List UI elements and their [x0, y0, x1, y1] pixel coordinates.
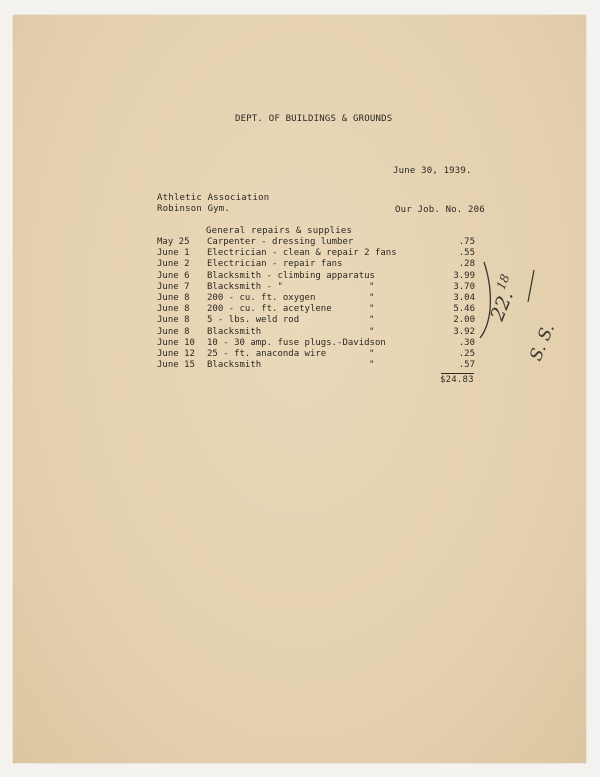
item-amount: 2.00: [453, 315, 475, 326]
client-name: Athletic Association: [157, 193, 270, 203]
item-date: June 7: [157, 281, 190, 292]
item-ditto-mark: ": [369, 360, 375, 371]
item-ditto-mark: ": [369, 281, 375, 292]
item-date: June 10: [157, 337, 195, 348]
document-title: DEPT. OF BUILDINGS & GROUNDS: [235, 114, 393, 124]
item-description: Blacksmith: [207, 360, 262, 371]
item-date: June 6: [157, 270, 190, 281]
item-date: June 2: [157, 259, 190, 270]
item-description: 200 - cu. ft. oxygen: [207, 292, 316, 303]
item-date: June 1: [157, 248, 190, 259]
item-amount: 3.92: [453, 326, 475, 337]
item-amount: 5.46: [453, 304, 475, 315]
item-description: 25 - ft. anaconda wire: [207, 348, 327, 359]
underline-mark: [528, 270, 534, 302]
item-date: June 8: [157, 315, 190, 326]
item-ditto-mark: ": [369, 304, 375, 315]
item-description: 10 - 30 amp. fuse plugs.-Davidson: [207, 337, 386, 348]
handwritten-initials: S. S.: [526, 320, 559, 364]
line-item: [157, 237, 487, 248]
document-date: June 30, 1939.: [393, 166, 472, 176]
item-description: Blacksmith: [207, 326, 262, 337]
item-amount: .28: [458, 259, 475, 270]
item-description: 5 - lbs. weld rod: [207, 315, 300, 326]
line-item: [157, 360, 487, 371]
document-page: [13, 15, 586, 763]
item-ditto-mark: ": [369, 315, 375, 326]
item-amount: .55: [458, 248, 475, 259]
line-item: [157, 304, 487, 315]
item-amount: .75: [458, 237, 475, 247]
items-heading: General repairs & supplies: [206, 226, 353, 236]
item-amount: 3.99: [453, 270, 475, 281]
line-item: [157, 259, 487, 270]
job-number: Our Job. No. 206: [395, 205, 485, 215]
item-date: May 25: [157, 237, 190, 247]
item-amount: .57: [458, 360, 475, 371]
total-rule: [441, 373, 474, 374]
handwritten-amount: 22.: [486, 287, 518, 324]
item-date: June 8: [157, 326, 190, 337]
handwritten-cents: 18: [493, 272, 513, 292]
line-item: [157, 338, 487, 349]
item-date: June 12: [157, 348, 195, 359]
item-amount: .30: [458, 337, 475, 348]
bracket-mark: [480, 262, 490, 338]
item-date: June 8: [157, 292, 190, 303]
item-description: Carpenter - dressing lumber: [207, 237, 354, 247]
total-amount: $24.83: [440, 375, 474, 385]
line-item: [157, 271, 487, 282]
item-ditto-mark: ": [369, 348, 375, 359]
client-location: Robinson Gym.: [157, 204, 231, 214]
item-description: Blacksmith - climbing apparatus: [207, 270, 375, 281]
item-description: Electrician - clean & repair 2 fans: [207, 248, 397, 259]
handwritten-annotation: [478, 258, 568, 368]
item-amount: 3.70: [453, 281, 475, 292]
item-description: Electrician - repair fans: [207, 259, 343, 270]
line-item: [157, 349, 487, 360]
line-item: [157, 282, 487, 293]
item-ditto-mark: ": [369, 292, 375, 303]
line-item: [157, 248, 487, 259]
line-item: [157, 315, 487, 326]
item-amount: .25: [458, 348, 475, 359]
line-items: [157, 237, 487, 371]
item-ditto-mark: ": [369, 326, 375, 337]
item-date: June 8: [157, 304, 190, 315]
item-date: June 15: [157, 360, 195, 371]
line-item: [157, 293, 487, 304]
item-description: 200 - cu. ft. acetylene: [207, 304, 332, 315]
item-amount: 3.04: [453, 292, 475, 303]
line-item: [157, 327, 487, 338]
item-description: Blacksmith - ": [207, 281, 283, 292]
